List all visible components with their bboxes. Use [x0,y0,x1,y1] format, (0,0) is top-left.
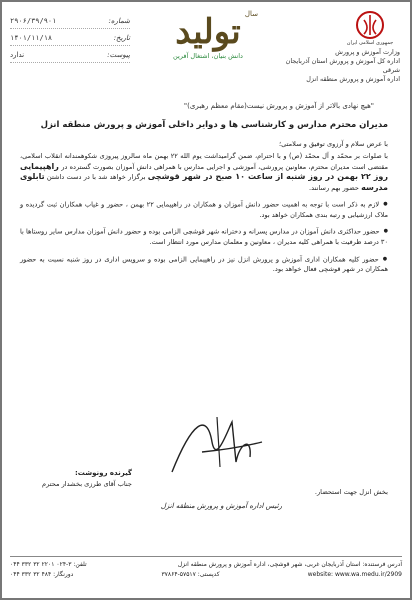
org-line-3: اداره آموزش و پرورش منطقه انزل [306,75,400,83]
letter-metadata [10,14,130,65]
signature-block [132,402,282,512]
bullet-item-staff: ● حضور کلیه همکاران اداری آموزش و پرورش انزل نیز در راهپیمایی الزامی بوده و سرویس اداری در روز شنبه نسبت به حضور همکاران در شهر قوشچی فعال خواهد بود. [20,254,388,275]
footer-row-2 [10,570,402,580]
march-time-highlight: راهپیمایی روز ۲۲ بهمن در روز شنبه از ساعت ۱۰ صبح در شهر قوشچی [20,161,388,181]
sender-address: آدرس فرستنده: استان آذربایجان غربی، شهر قوشچی، اداره آموزش و پرورش منطقه انزل [177,561,402,568]
letter-addressee: مدیران محترم مدارس و کارشناسی ها و دوایر داخلی آموزش و پرورش منطقه انزل [40,120,388,130]
letterhead [8,8,404,94]
copy-recipient [22,468,132,490]
fax-number: دورنگار: ۴۸۴ ۳۲ ۳۳۲ ۰۴۴ [10,571,74,578]
emblem-caption: جمهوری اسلامی ایران [346,40,394,46]
cc-note: بخش انزل جهت استحضار. [314,488,388,496]
main-paragraph-text: با صلوات بر محمّد و آل محمّد (ص) و با احترام، ضمن گرامیداشت یوم الله ۲۲ بهمن ماه سالروز پیروزی شکوهمندانه انقلاب اسلامی، مقتضی است مدیران محترم، معاونین پرورشی، آموزشی و اجرایی مدارس با همراهی دانش آموزان بصورت گسترده در [20,152,388,171]
number-label: شماره: [108,17,130,25]
main-paragraph-end: برگزار خواهد شد با در دست داشتن [46,173,146,181]
letter-body [20,120,388,275]
main-paragraph [20,151,388,193]
handwritten-signature [132,402,282,492]
organization-name [280,48,400,84]
postal-code: کدپستی: ۵۷۵۱۷-۳۷۸۶۴ [161,571,220,578]
signatory-title: رئیس اداره آموزش و پرورش منطقه انزل [160,502,282,510]
logo-year-word: سال [244,10,258,18]
meta-date-row [10,31,130,46]
bullet-item-students: ● حضور حداکثری دانش آموزان در مدارس پسرانه و دخترانه شهر قوشچی الزامی بوده و حضور دانش آموزان مدارس سایر روستاها با ۳۰ درصد ظرفیت با همراهی کلیه مدیران ، معاونین و معلمان مدارس مورد انتظار است. [20,226,388,247]
footer-row-1 [10,560,402,570]
date-label: تاریخ: [113,34,130,42]
year-slogan-logo [138,12,278,86]
emblem-icon [355,10,385,40]
iran-emblem [342,10,398,46]
org-line-2: اداره کل آموزش و پرورش استان آذربایجان شرقی [285,57,400,74]
meta-number-row [10,14,130,29]
bullet-item-attendance: ● لازم به ذکر است با توجه به اهمیت حضور دانش آموزان و همکاران در راهپیمایی ۲۲ بهمن ، حضور و غیاب همکاران ثبت گردیده و ملاک ارزشیابی و رتبه بندی همکاران خواهد بود. [20,199,388,220]
org-line-1: وزارت آموزش و پرورش [335,48,400,56]
main-paragraph-close: حضور بهم رسانند. [309,183,359,192]
greeting: با عرض سلام و آرزوی توفیق و سلامتی؛ [279,139,388,148]
motto-quote: "هیچ نهادی بالاتر از آموزش و پرورش نیست(مقام معظم رهبری)" [183,102,374,110]
recipient-label: گیرنده رونوشت: [74,469,132,477]
website: website: www.wa.medu.ir/2909 [307,571,402,578]
phone-number: تلفن: ۳-۰۲۴ ۲۲۰۱ ۳۲ ۳۳۲ ۰۴۴ [10,561,87,568]
letter-footer [10,556,402,594]
attachment-value: ندارد [10,51,25,59]
attachment-label: پیوست: [107,51,130,59]
logo-main-word: تولید [175,12,241,52]
date-value: ۱۴۰۱/۱۱/۱۸ [10,34,53,42]
logo-subtitle: دانش بنیان، اشتغال آفرین [173,52,243,60]
school-sign-highlight: تابلوی مدرسه [20,172,388,192]
meta-attachment-row [10,48,130,63]
recipient-name: جناب آقای طرزی بخشدار محترم [41,480,132,488]
number-value: ۲۹۰۶/۳۹/۹۰۱ [10,17,57,25]
